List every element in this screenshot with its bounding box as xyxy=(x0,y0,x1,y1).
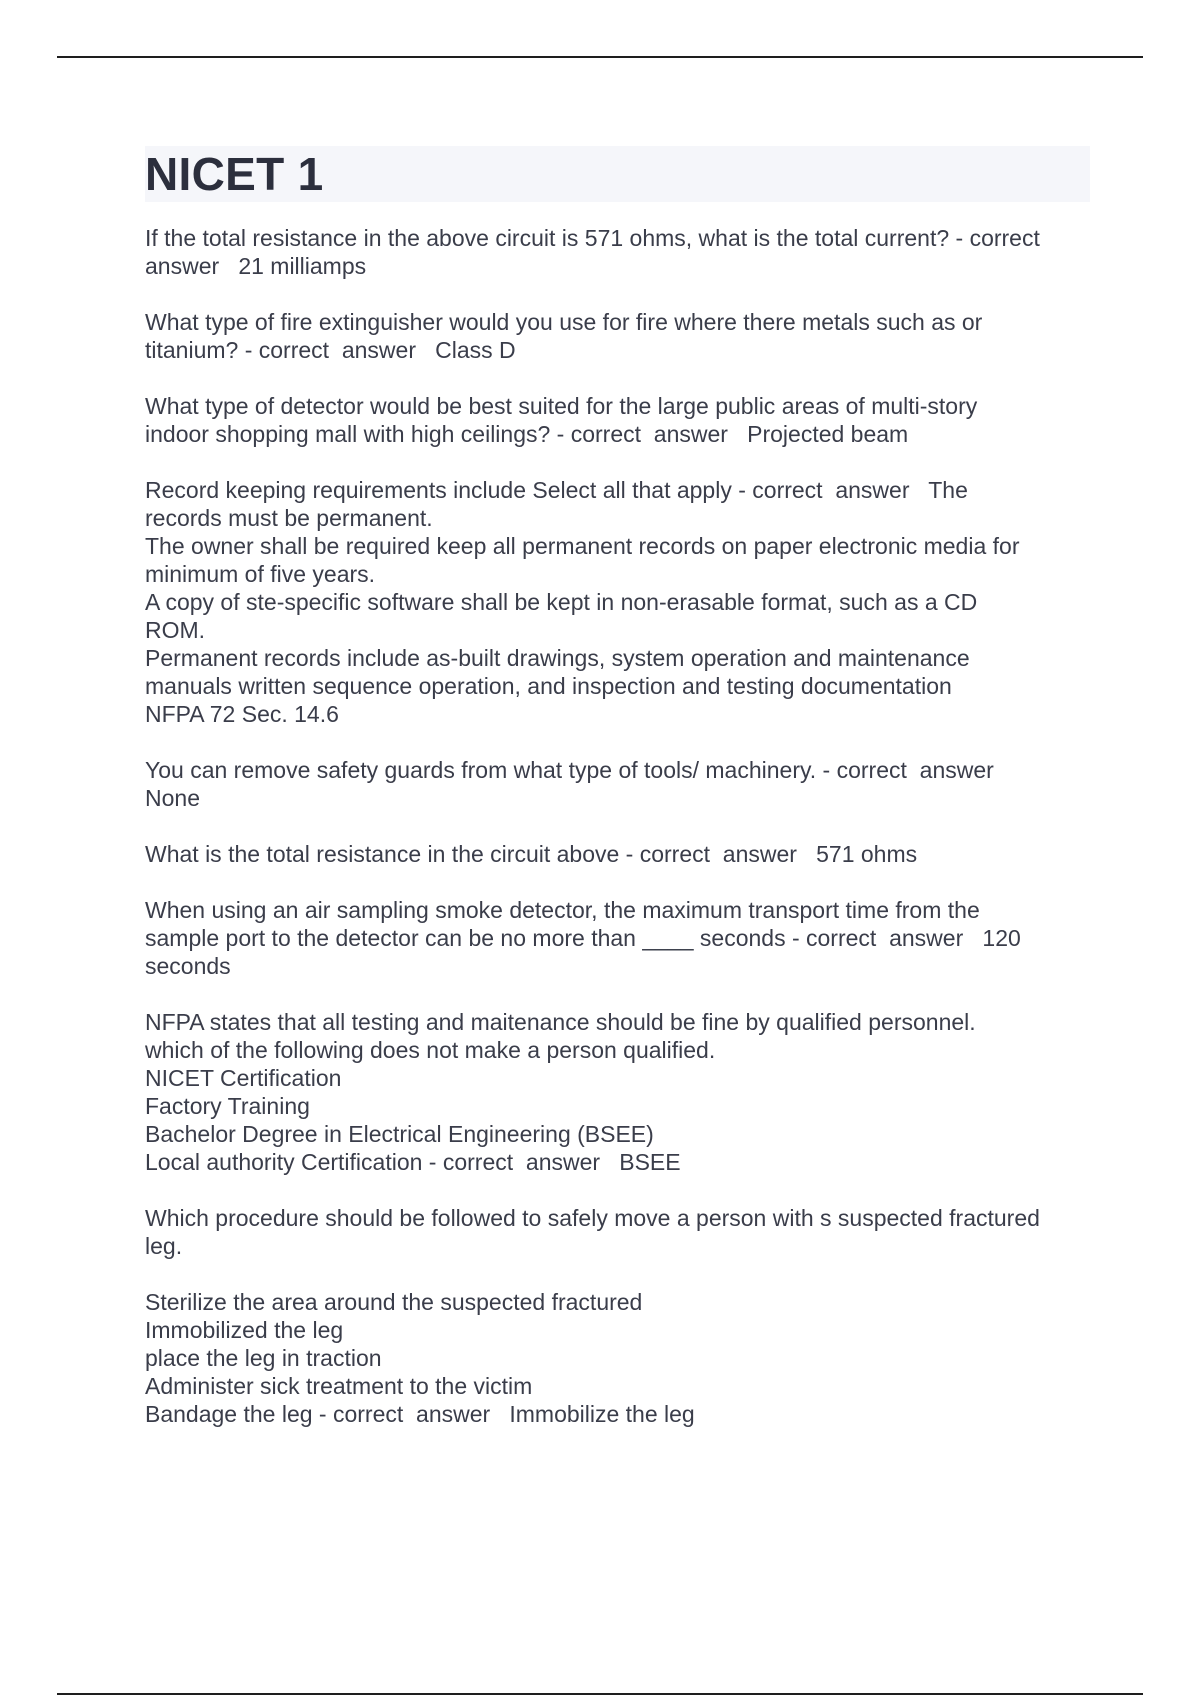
page-title: NICET 1 xyxy=(145,148,324,200)
text-line: sample port to the detector can be no more than ____ seconds - correct answer 120 xyxy=(145,925,1021,951)
qa-item xyxy=(145,1288,1090,1428)
text-line: leg. xyxy=(145,1233,183,1259)
text-line: Which procedure should be followed to safely move a person with s suspected fractured xyxy=(145,1205,1040,1231)
text-line: place the leg in traction xyxy=(145,1345,382,1371)
qa-list xyxy=(145,224,1090,1428)
qa-item xyxy=(145,756,1090,812)
text-line: titanium? - correct answer Class D xyxy=(145,337,516,363)
qa-item xyxy=(145,476,1090,728)
text-line: minimum of five years. xyxy=(145,561,376,587)
text-line: Local authority Certification - correct answer BSEE xyxy=(145,1149,681,1175)
text-line: answer 21 milliamps xyxy=(145,253,367,279)
text-line: Sterilize the area around the suspected fractured xyxy=(145,1289,643,1315)
text-line: A copy of ste-specific software shall be kept in non-erasable format, such as a CD xyxy=(145,589,978,615)
text-line: What is the total resistance in the circuit above - correct answer 571 ohms xyxy=(145,841,918,867)
text-line: NFPA states that all testing and maitenance should be fine by qualified personnel. xyxy=(145,1009,976,1035)
text-line: You can remove safety guards from what type of tools/ machinery. - correct answer xyxy=(145,757,994,783)
text-line: indoor shopping mall with high ceilings? - correct answer Projected beam xyxy=(145,421,909,447)
text-line: None xyxy=(145,785,200,811)
text-line: Record keeping requirements include Select all that apply - correct answer The xyxy=(145,477,968,503)
text-line: What type of detector would be best suited for the large public areas of multi-story xyxy=(145,393,978,419)
text-line: The owner shall be required keep all permanent records on paper electronic media for xyxy=(145,533,1020,559)
text-line: Bachelor Degree in Electrical Engineering (BSEE) xyxy=(145,1121,654,1147)
document-body xyxy=(145,146,1090,1456)
text-line: manuals written sequence operation, and inspection and testing documentation xyxy=(145,673,952,699)
text-line: Permanent records include as-built drawings, system operation and maintenance xyxy=(145,645,970,671)
qa-item xyxy=(145,308,1090,364)
text-line: ROM. xyxy=(145,617,206,643)
text-line: Administer sick treatment to the victim xyxy=(145,1373,533,1399)
text-line: NICET Certification xyxy=(145,1065,342,1091)
text-line: Immobilized the leg xyxy=(145,1317,344,1343)
text-line: What type of fire extinguisher would you use for fire where there metals such as or xyxy=(145,309,983,335)
text-line: records must be permanent. xyxy=(145,505,433,531)
text-line: Bandage the leg - correct answer Immobilize the leg xyxy=(145,1401,695,1427)
title-band xyxy=(145,146,1090,202)
top-rule xyxy=(57,56,1143,58)
text-line: which of the following does not make a person qualified. xyxy=(145,1037,716,1063)
qa-item xyxy=(145,1008,1090,1176)
text-line: seconds xyxy=(145,953,231,979)
text-line: If the total resistance in the above circuit is 571 ohms, what is the total current? - correct xyxy=(145,225,1040,251)
qa-item xyxy=(145,224,1090,280)
text-line: NFPA 72 Sec. 14.6 xyxy=(145,701,339,727)
qa-item xyxy=(145,392,1090,448)
text-line: Factory Training xyxy=(145,1093,310,1119)
qa-item xyxy=(145,840,1090,868)
qa-item xyxy=(145,896,1090,980)
qa-item xyxy=(145,1204,1090,1260)
text-line: When using an air sampling smoke detector, the maximum transport time from the xyxy=(145,897,980,923)
bottom-rule xyxy=(57,1693,1143,1695)
